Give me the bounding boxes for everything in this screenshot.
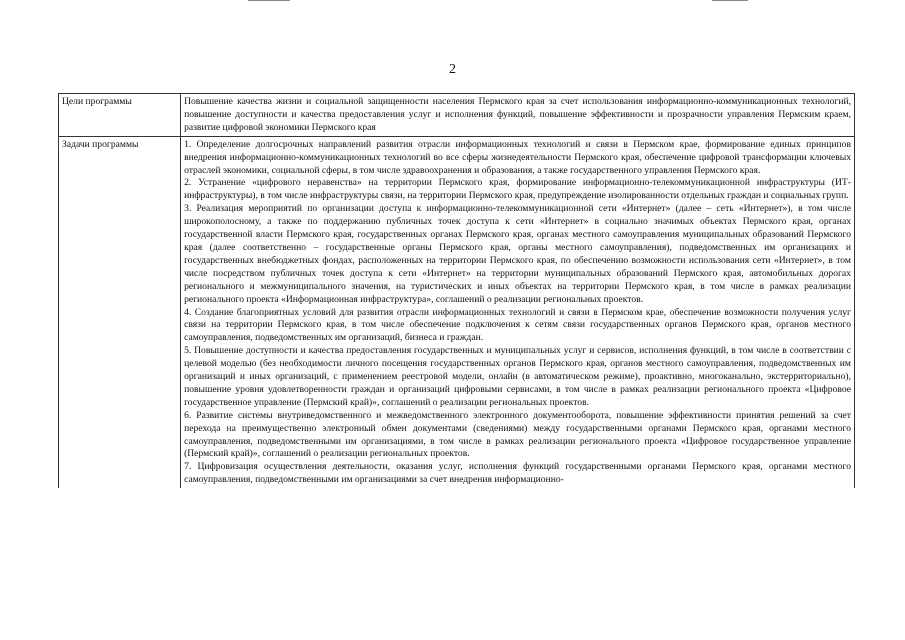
task-item-4: 4. Создание благоприятных условий для развития отрасли информационных технологий и связи в Пермском крае, обеспечение возможности получения услуг связи на территории Пермского края, в том числе обеспечение подключения к сетям связи государственных органов Пермского края, органов местного самоуправления, подведомственных им организаций, бизнеса и граждан. — [184, 306, 851, 344]
task-item-2: 2. Устранение «цифрового неравенства» на территории Пермского края, формирование информационно-телекоммуникационной инфраструктуры (ИТ-инфраструктуры), в том числе инфраструктуры связи, на территории Пермского края, предупреждение изолированности отдельных граждан и социальных групп. — [184, 177, 851, 202]
program-passport-table — [58, 93, 855, 488]
table-row-tasks — [59, 136, 855, 488]
page-number: 2 — [449, 62, 456, 77]
tasks-text-cell — [181, 136, 855, 488]
goals-text-cell — [181, 94, 855, 137]
goals-text: Повышение качества жизни и социальной защищенности населения Пермского края за счет использования информационно-коммуникационных технологий, повышение доступности и качества предоставления услуг и исполнения функций, повышение эффективности и прозрачности управления Пермским краем, развитие цифровой экономики Пермского края — [184, 96, 851, 133]
scan-edge-mark-right — [712, 0, 748, 1]
goals-label-cell: Цели программы — [59, 94, 181, 137]
tasks-label-cell: Задачи программы — [59, 136, 181, 488]
task-item-1: 1. Определение долгосрочных направлений развития отрасли информационных технологий и связи в Пермском крае, формирование единых принципов внедрения информационно-коммуникационных технологий во все сферы жизнедеятельности Пермского края, обеспечение цифровой трансформации ключевых отраслей экономики, социальной сферы, в том числе здравоохранения и образования, а также государственного управления Пермского края. — [184, 138, 851, 176]
task-item-6: 6. Развитие системы внутриведомственного и межведомственного электронного документооборота, повышение эффективности принятия решений за счет перехода на преимущественно электронный обмен документами (сведениями) между государственными органами Пермского края, органами местного самоуправления, подведомственными им организациями, в том числе в рамках реализации регионального проекта «Цифровое государственное управление (Пермский край)», соглашений о реализации региональных проектов. — [184, 409, 851, 460]
table-row-goals — [59, 94, 855, 137]
task-item-5: 5. Повышение доступности и качества предоставления государственных и муниципальных услуг и сервисов, исполнения функций, в том числе в соответствии с целевой моделью (без необходимости личного посещения государственных органов Пермского края, органов местного самоуправления, подведомственных им организаций и иных организаций, с применением реестровой модели, онлайн (в автоматическом режиме), проактивно, многоканально, экстерриториально), повышение уровня удовлетворенности граждан и организаций цифровыми сервисами, в том числе в рамках реализации регионального проекта «Цифровое государственное управление (Пермский край)», соглашений о реализации региональных проектов. — [184, 345, 851, 408]
scan-edge-mark-left — [248, 0, 290, 1]
task-item-3: 3. Реализация мероприятий по организации доступа к информационно-телекоммуникационной сети «Интернет» (далее – сеть «Интернет»), в том числе широкополосному, а также по поддержанию публичных точек доступа к сети «Интернет» в социально значимых объектах Пермского края, органах государственной власти Пермского края, государственных органах Пермского края, органах местного самоуправления муниципальных образований Пермского края (далее соответственно – государственные органы Пермского края, органы местного самоуправления), подведомственных им организациях и государственных внебюджетных фондах, расположенных на территории Пермского края, по обеспечению возможности использования сети «Интернет», в том числе посредством публичных точек доступа к сети «Интернет» на территории муниципальных образований Пермского края, автомобильных дорогах регионального и межмуниципального значения, на туристических и иных объектах на территории Пермского края, в том числе в рамках реализации регионального проекта «Информационная инфраструктура», соглашений о реализации региональных проектов. — [184, 203, 851, 305]
task-item-7: 7. Цифровизация осуществления деятельности, оказания услуг, исполнения функций государственными органами Пермского края, органами местного самоуправления, подведомственными им организациями за счет внедрения информационно- — [184, 461, 851, 486]
